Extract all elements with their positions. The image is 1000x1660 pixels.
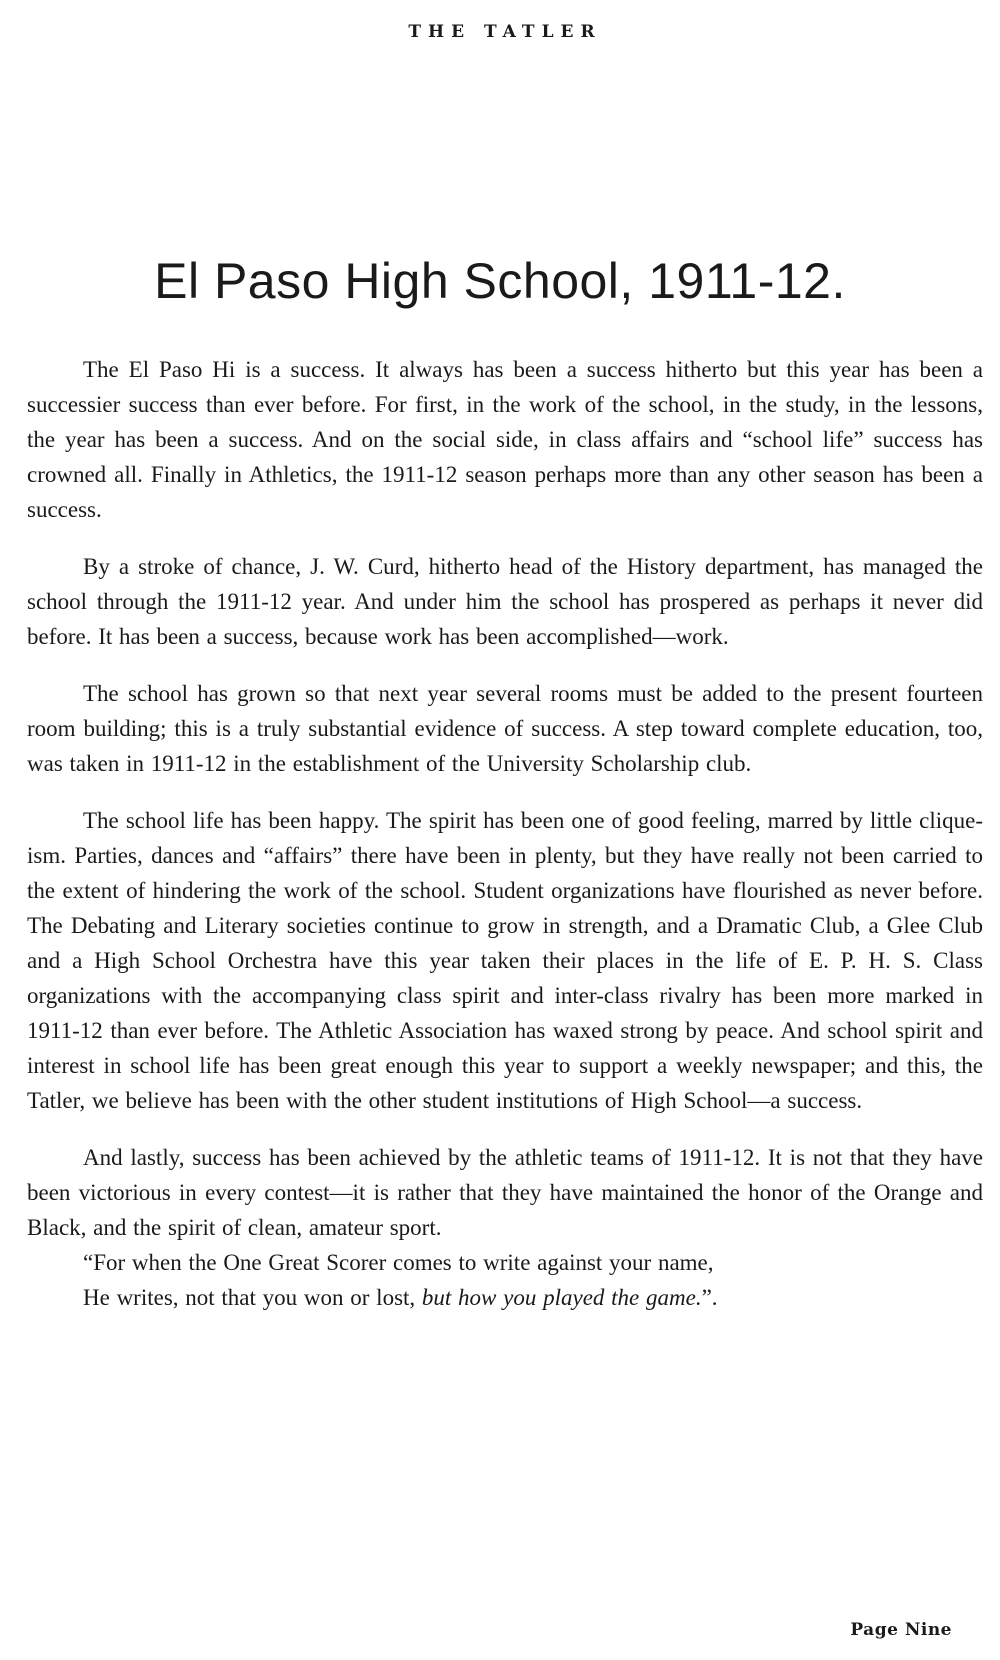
quote-line-2-close: ”. — [701, 1285, 718, 1310]
closing-quotation — [27, 1245, 983, 1315]
quote-line-2-regular: He writes, not that you won or lost, — [83, 1285, 422, 1310]
paragraph-2: By a stroke of chance, J. W. Curd, hitherto head of the History department, has managed the school through the 1911-12 year. And under him the school has prospered as perhaps it never did before. It has been a success, because work has been accomplished—work. — [27, 554, 983, 649]
quote-line-1: “For when the One Great Scorer comes to write against your name, — [83, 1250, 714, 1275]
page-number: Page Nine — [850, 1620, 952, 1640]
paragraph-5: And lastly, success has been achieved by the athletic teams of 1911-12. It is not that they have been victorious in every contest—it is rather that they have maintained the honor of the Orange and Black, and the spirit of clean, amateur sport. — [27, 1145, 983, 1240]
paragraph-3: The school has grown so that next year several rooms must be added to the present fourteen room building; this is a truly substantial evidence of success. A step toward complete education, too, was taken in 1911-12 in the establishment of the University Scholarship club. — [27, 681, 983, 776]
article-body — [27, 352, 983, 1315]
article-title: El Paso High School, 1911-12. — [154, 253, 846, 309]
quote-line-2-italic: but how you played the game. — [421, 1285, 702, 1310]
paragraph-4: The school life has been happy. The spirit has been one of good feeling, marred by little clique-ism. Parties, dances and “affairs” there have been in plenty, but they have really not been carried to the extent of hindering the work of the school. Student organizations have flourished as never before. The Debating and Literary societies continue to grow in strength, and a Dramatic Club, a Glee Club and a High School Orchestra have this year taken their places in the life of E. P. H. S. Class organizations with the accompanying class spirit and inter-class rivalry has been more marked in 1911-12 than ever before. The Athletic Association has waxed strong by peace. And school spirit and interest in school life has been great enough this year to support a weekly newspaper; and this, the Tatler, we believe has been with the other student institutions of High School—a success. — [27, 808, 983, 1113]
quote-line-2 — [83, 1280, 983, 1315]
running-header: THE TATLER — [408, 22, 602, 42]
paragraph-1: The El Paso Hi is a success. It always has been a success hitherto but this year has been a successier success than ever before. For first, in the work of the school, in the study, in the lessons, the year has been a success. And on the social side, in class affairs and “school life” success has crowned all. Finally in Athletics, the 1911-12 season perhaps more than any other season has been a success. — [27, 357, 983, 522]
